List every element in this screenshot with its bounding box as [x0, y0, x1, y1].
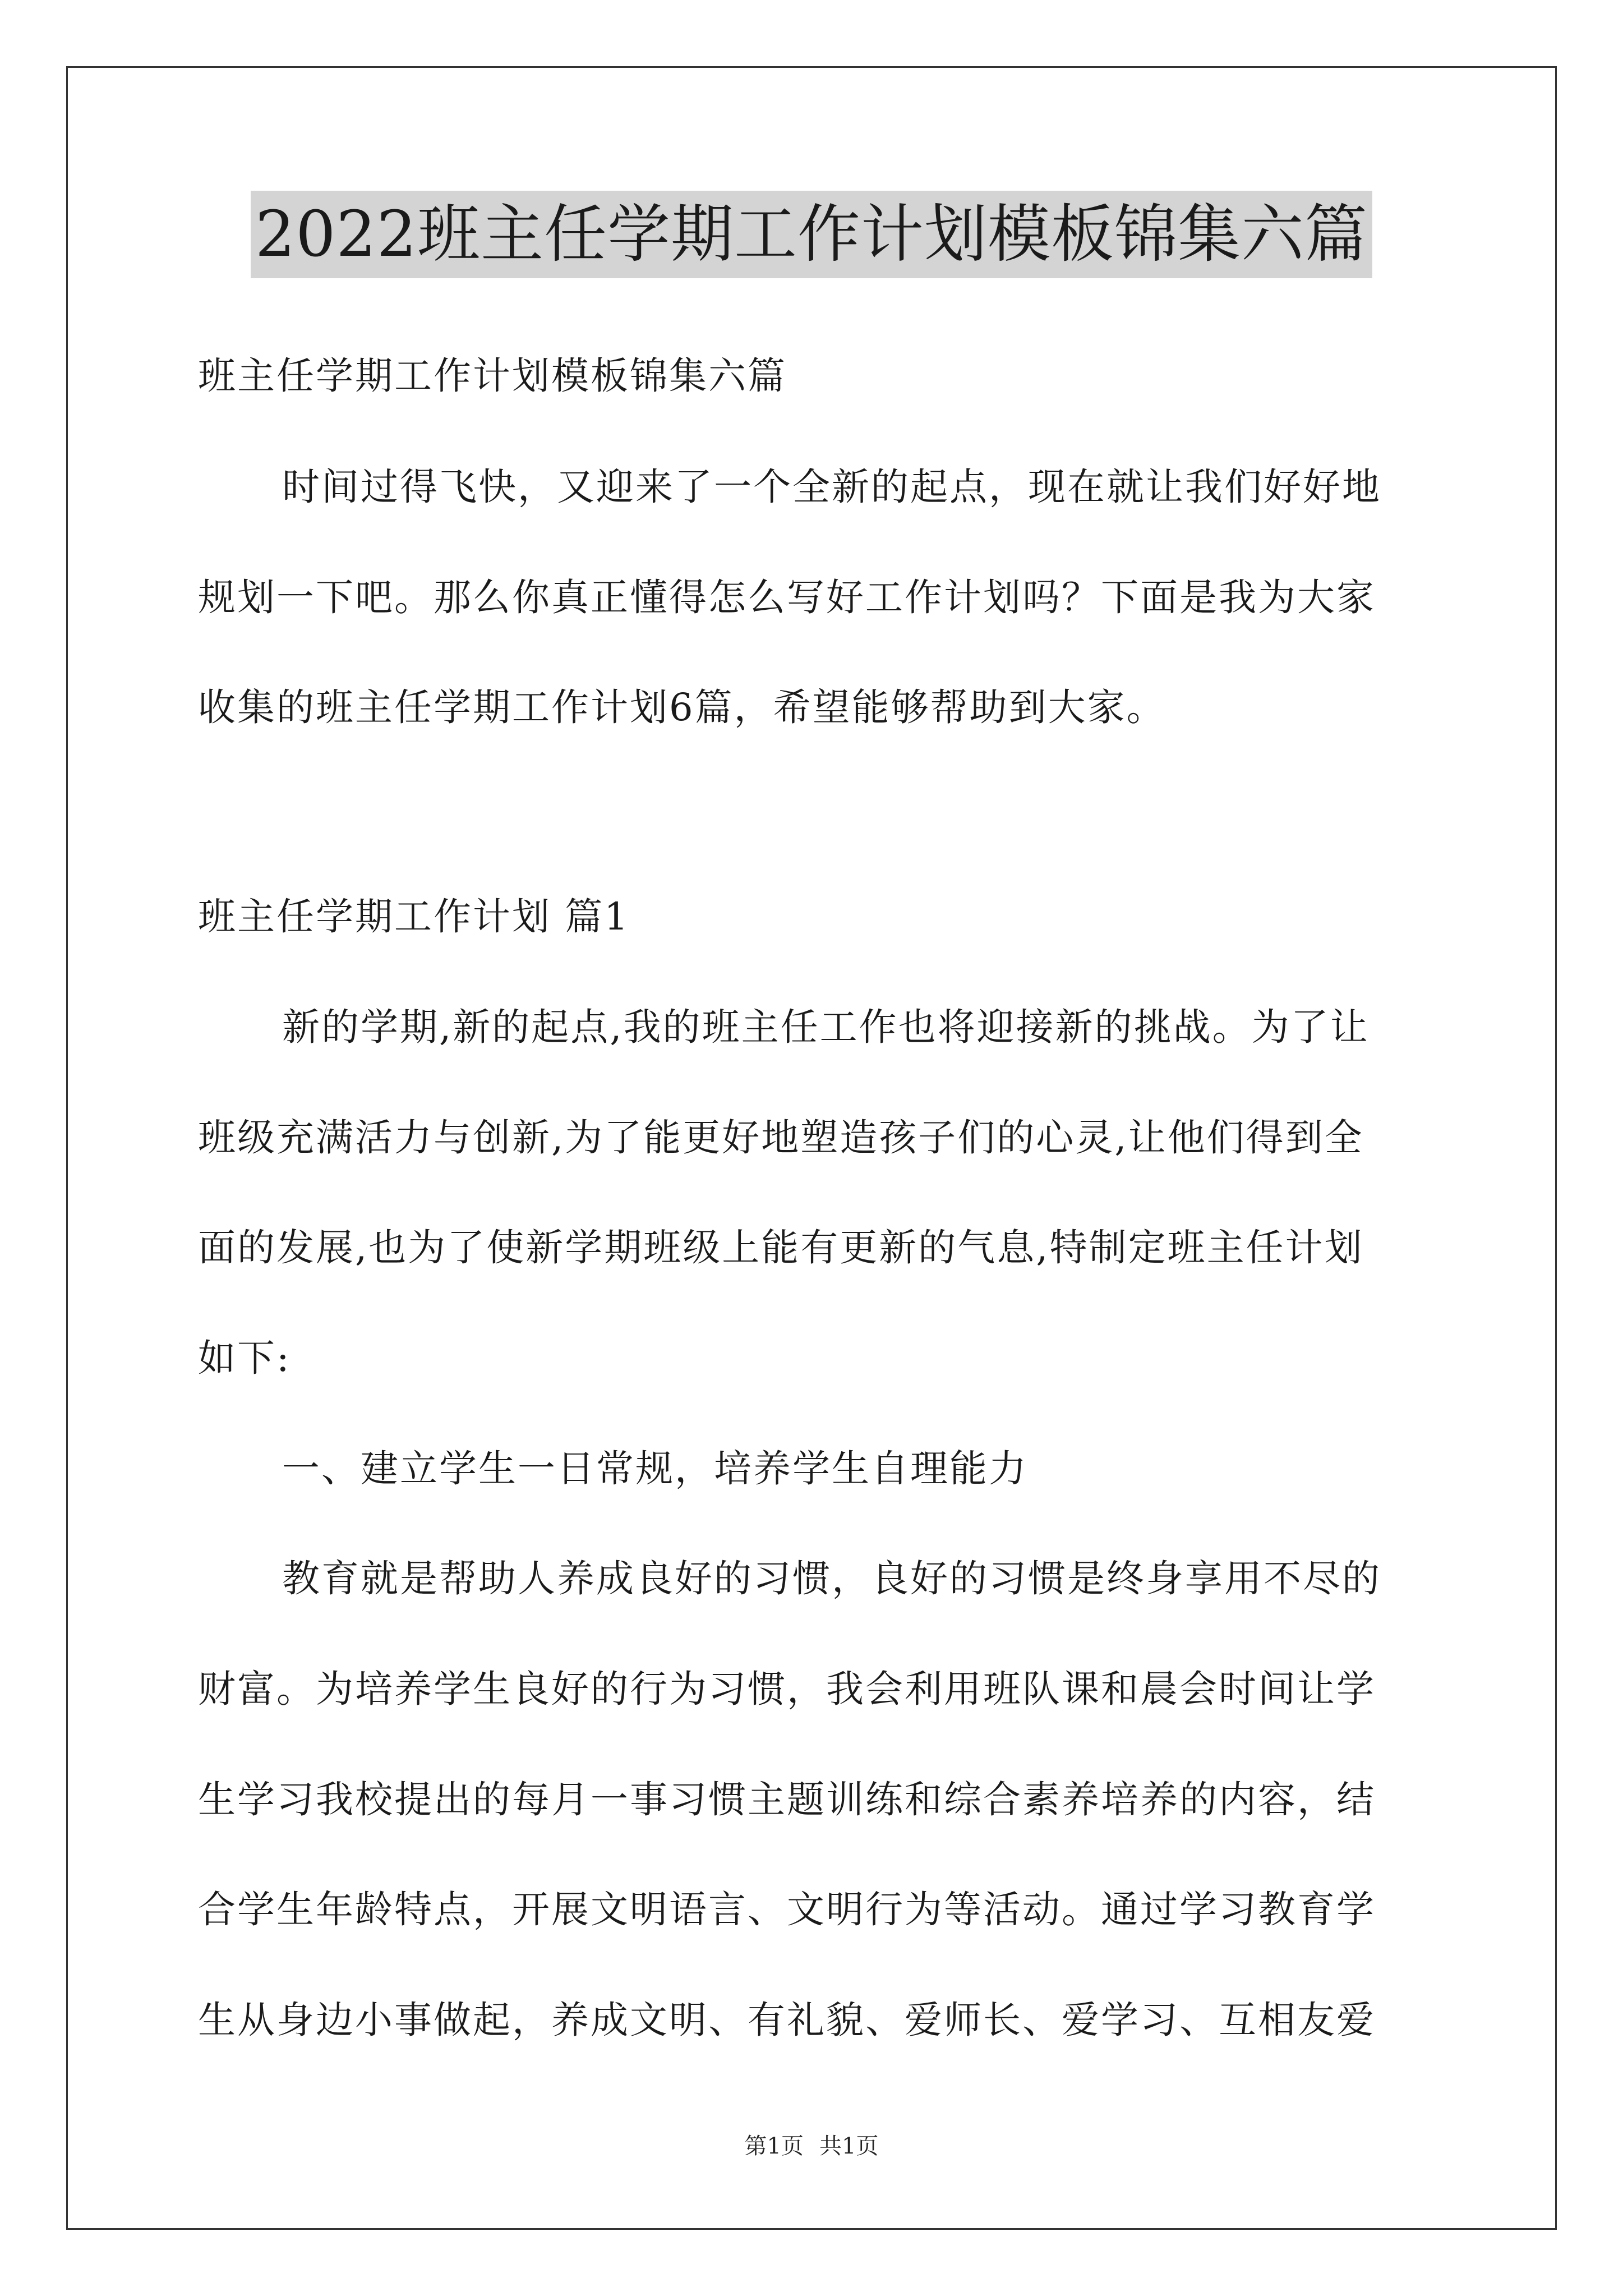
paragraph-line: 生学习我校提出的每月一事习惯主题训练和综合素养培养的内容，结	[198, 1778, 1376, 1821]
page-footer	[0, 2132, 1623, 2160]
paragraph-line: 如下:	[198, 1336, 291, 1380]
page-number: 第1页	[744, 2133, 804, 2159]
paragraph-line: 规划一下吧。那么你真正懂得怎么写好工作计划吗？下面是我为大家	[198, 576, 1376, 619]
document-subtitle: 班主任学期工作计划模板锦集六篇	[198, 354, 787, 398]
title-block	[0, 191, 1623, 278]
section-heading: 班主任学期工作计划 篇1	[198, 895, 630, 938]
paragraph-line: 合学生年龄特点，开展文明语言、文明行为等活动。通过学习教育学	[198, 1888, 1376, 1931]
paragraph-line: 新的学期,新的起点,我的班主任工作也将迎接新的挑战。为了让	[282, 1005, 1370, 1049]
paragraph-line: 生从身边小事做起，养成文明、有礼貌、爱师长、爱学习、互相友爱	[198, 1998, 1376, 2042]
page-total: 共1页	[819, 2133, 879, 2159]
paragraph-line: 时间过得飞快，又迎来了一个全新的起点，现在就让我们好好地	[282, 465, 1381, 509]
paragraph-line: 班级充满活力与创新,为了能更好地塑造孩子们的心灵,让他们得到全	[198, 1116, 1364, 1159]
document-title: 2022班主任学期工作计划模板锦集六篇	[251, 191, 1372, 278]
paragraph-line: 收集的班主任学期工作计划6篇，希望能够帮助到大家。	[198, 685, 1166, 729]
paragraph-line: 面的发展,也为了使新学期班级上能有更新的气息,特制定班主任计划	[198, 1226, 1364, 1269]
paragraph-line: 财富。为培养学生良好的行为习惯，我会利用班队课和晨会时间让学	[198, 1667, 1376, 1711]
paragraph-line: 教育就是帮助人养成良好的习惯，良好的习惯是终身享用不尽的	[282, 1557, 1381, 1600]
subsection-heading: 一、建立学生一日常规，培养学生自理能力	[282, 1447, 1028, 1490]
